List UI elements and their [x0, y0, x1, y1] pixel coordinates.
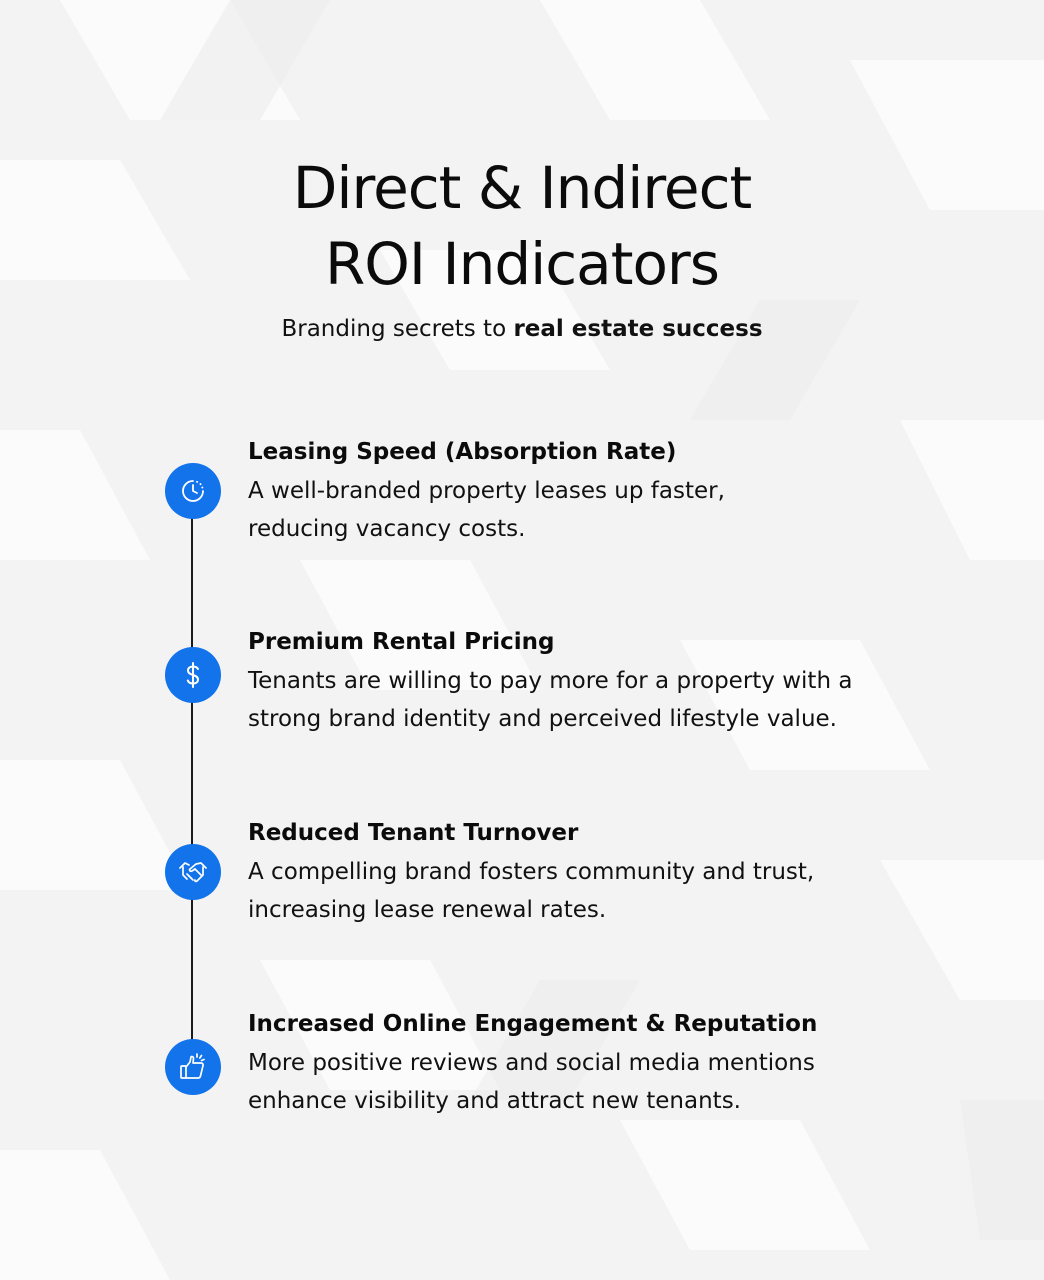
indicator-title: Increased Online Engagement & Reputation — [248, 1011, 818, 1037]
title-line-2: ROI Indicators — [324, 230, 719, 298]
indicator-description — [248, 1044, 948, 1120]
clock-icon — [165, 463, 221, 519]
description-line-1: More positive reviews and social media mentions — [248, 1050, 815, 1076]
indicator-leasing-speed — [0, 436, 1044, 566]
indicator-online-engagement — [0, 1008, 1044, 1138]
description-line-2: enhance visibility and attract new tenants. — [248, 1088, 741, 1114]
description-line-1: Tenants are willing to pay more for a property with a — [248, 668, 853, 694]
indicator-description — [248, 853, 948, 929]
subtitle-emphasis: real estate success — [513, 316, 763, 342]
indicator-tenant-turnover — [0, 817, 1044, 947]
subtitle-plain: Branding secrets to — [281, 316, 514, 342]
description-line-1: A well-branded property leases up faster, — [248, 478, 725, 504]
title-line-1: Direct & Indirect — [292, 154, 752, 222]
thumbs-up-icon — [165, 1039, 221, 1095]
page-title — [0, 150, 1044, 302]
description-line-2: strong brand identity and perceived lifestyle value. — [248, 706, 837, 732]
handshake-icon — [165, 844, 221, 900]
indicator-title: Leasing Speed (Absorption Rate) — [248, 439, 677, 465]
timeline-line — [191, 491, 193, 1067]
description-line-2: reducing vacancy costs. — [248, 516, 526, 542]
indicator-description — [248, 662, 948, 738]
subtitle — [0, 314, 1044, 344]
dollar-icon — [165, 647, 221, 703]
indicator-description — [248, 472, 948, 548]
description-line-1: A compelling brand fosters community and trust, — [248, 859, 815, 885]
indicator-title: Reduced Tenant Turnover — [248, 820, 579, 846]
indicator-premium-pricing — [0, 626, 1044, 756]
indicator-title: Premium Rental Pricing — [248, 629, 555, 655]
description-line-2: increasing lease renewal rates. — [248, 897, 607, 923]
